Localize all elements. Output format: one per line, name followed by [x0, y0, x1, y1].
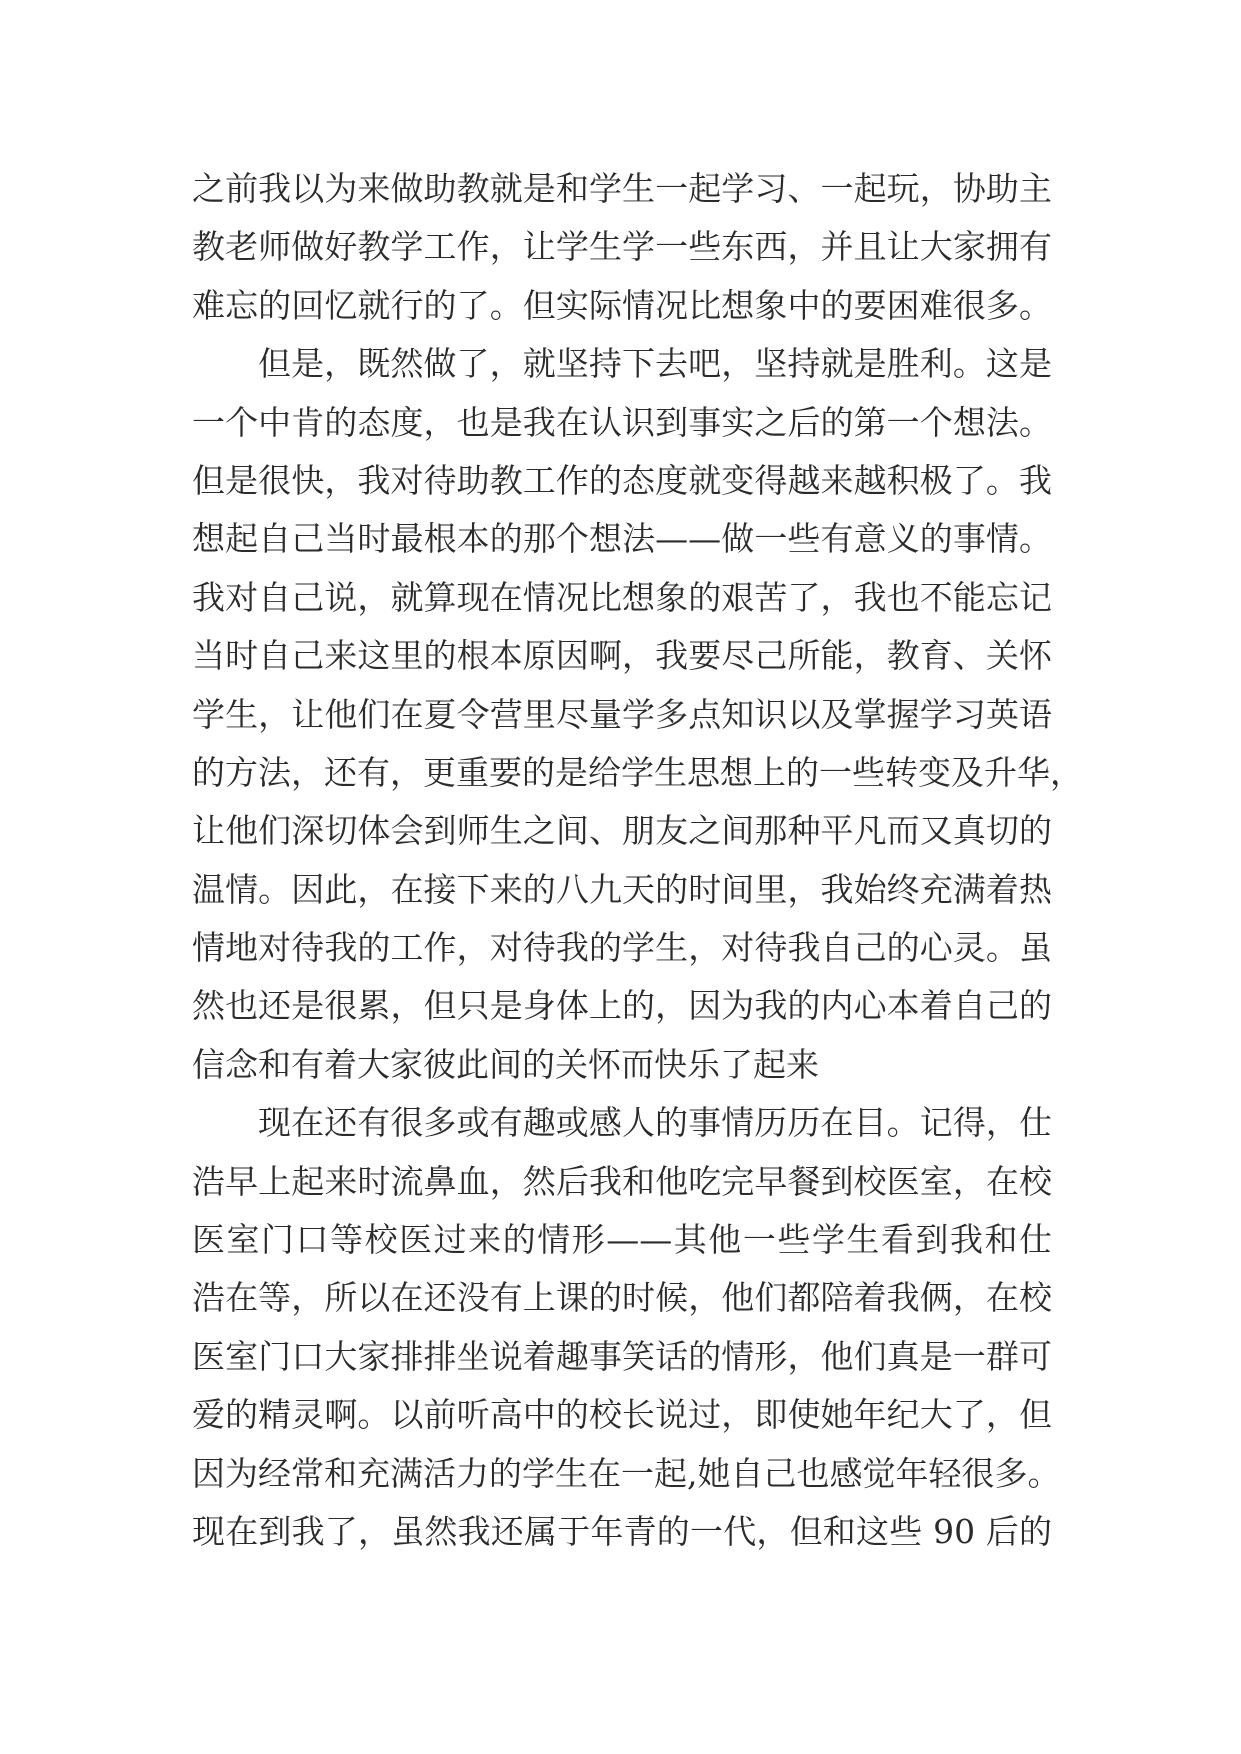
- text-line: 让他们深切体会到师生之间、朋友之间那种平凡而又真切的: [192, 811, 1052, 851]
- text-line: 信念和有着大家彼此间的关怀而快乐了起来: [192, 1044, 819, 1084]
- text-line: 现在到我了，虽然我还属于年青的一代，但和这些 90 后的: [192, 1511, 1052, 1551]
- body-text: [192, 160, 1083, 1561]
- text-line: 医室门口大家排排坐说着趣事笑话的情形，他们真是一群可: [192, 1336, 1052, 1376]
- text-line: 一个中肯的态度，也是我在认识到事实之后的第一个想法。: [192, 402, 1052, 442]
- text-line: 但是，既然做了，就坚持下去吧，坚持就是胜利。这是: [258, 344, 1052, 384]
- text-line: 但是很快，我对待助教工作的态度就变得越来越积极了。我: [192, 460, 1052, 500]
- text-line: 医室门口等校医过来的情形——其他一些学生看到我和仕: [192, 1220, 1052, 1260]
- text-line: 爱的精灵啊。以前听高中的校长说过，即使她年纪大了，但: [192, 1395, 1052, 1435]
- text-line: 浩在等，所以在还没有上课的时候，他们都陪着我俩，在校: [192, 1278, 1052, 1318]
- text-line: 教老师做好教学工作，让学生学一些东西，并且让大家拥有: [192, 227, 1052, 267]
- text-line: 因为经常和充满活力的学生在一起,她自己也感觉年轻很多。: [192, 1453, 1061, 1493]
- text-line: 想起自己当时最根本的那个想法——做一些有意义的事情。: [192, 519, 1052, 559]
- text-line: 之前我以为来做助教就是和学生一起学习、一起玩，协助主: [192, 169, 1052, 208]
- text-line: 现在还有很多或有趣或感人的事情历历在目。记得，仕: [258, 1103, 1052, 1143]
- text-line: 我对自己说，就算现在情况比想象的艰苦了，我也不能忘记: [192, 577, 1052, 617]
- text-line: 难忘的回忆就行的了。但实际情况比想象中的要困难很多。: [192, 285, 1052, 325]
- text-line: 当时自己来这里的根本原因啊，我要尽己所能，教育、关怀: [192, 636, 1052, 676]
- text-line: 情地对待我的工作，对待我的学生，对待我自己的心灵。虽: [192, 928, 1052, 968]
- text-line: 浩早上起来时流鼻血，然后我和他吃完早餐到校医室，在校: [192, 1161, 1052, 1201]
- text-line: 温情。因此，在接下来的八九天的时间里，我始终充满着热: [192, 869, 1052, 909]
- text-line: 然也还是很累，但只是身体上的，因为我的内心本着自己的: [192, 986, 1052, 1026]
- text-line: 的方法，还有，更重要的是给学生思想上的一些转变及升华，: [192, 752, 1083, 792]
- text-line: 学生，让他们在夏令营里尽量学多点知识以及掌握学习英语: [192, 694, 1052, 734]
